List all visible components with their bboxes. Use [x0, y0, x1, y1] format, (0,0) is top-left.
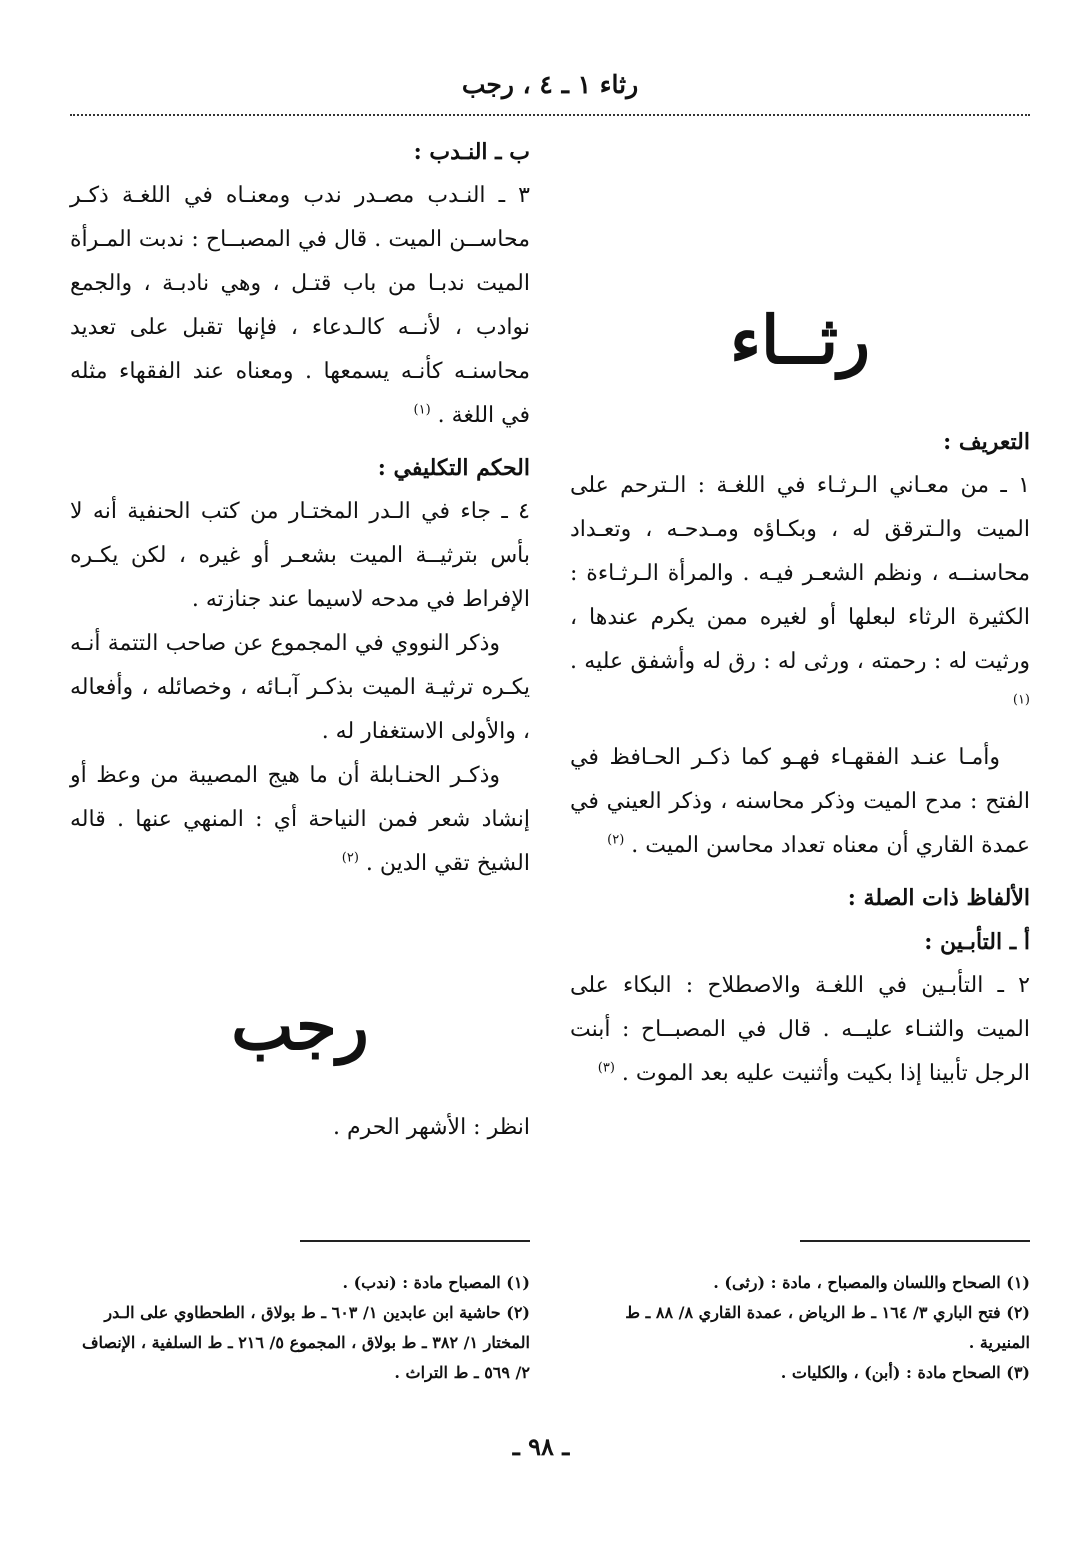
footnote-divider: [800, 1240, 1030, 1242]
footnote-item: (١) المصباح مادة : (ندب) .: [342, 1273, 530, 1292]
footnote-divider: [300, 1240, 530, 1242]
paragraph-3: ٢ ـ التأبـين في اللغـة والاصطلاح : البكاء على الميت والثنـاء عليــه . قال في المصبــاح : أبنت الرجل تأبينا إذا بكيت وأثنيت عليه بعد الموت . $^{(٣)}$: [570, 973, 1030, 1086]
left-column: [70, 130, 530, 1150]
header-divider: [70, 114, 1030, 116]
right-column: [570, 130, 1030, 1096]
footnote-ref: (٢): [341, 850, 359, 866]
footnote-item: (٣) الصحاح مادة : (أبن) ، والكليات .: [780, 1363, 1030, 1382]
paragraph-5: ٤ ـ جاء في الـدر المختـار من كتب الحنفية أنه لا بأس بترثيــة الميت بشعـر أو غيره ، لكن يكـره الإفراط في مدحه لاسيما عند جنازته .: [70, 499, 530, 612]
footnote-item: (٢) فتح الباري ٣/ ١٦٤ ـ ط الرياض ، عمدة القاري ٨/ ٨٨ ـ ط المنيرية .: [625, 1303, 1030, 1352]
definition-heading: التعريف :: [943, 429, 1030, 455]
entry-title-rajab: رجب: [231, 987, 369, 1065]
footnote-ref: (١): [1012, 692, 1030, 708]
footnote-ref: (١): [413, 402, 431, 418]
paragraph-4: ٣ ـ النـدب مصـدر ندب ومعنـاه في اللغـة ذكـر محاســن الميت . قال في المصبــاح : ندبت المـرأة الميت ندبـا من باب قتـل ، وهي نادبـة ، والجمع نوادب ، لأنــه كالـدعاء ، فإنها تقبل على تعديد محاسنـه كأنـه يسمعها . ومعناه عند الفقهاء مثله في اللغة . $^{(١)}$: [70, 183, 530, 428]
paragraph-1: ١ ـ من معـاني الـرثـاء في اللغـة : الـترحم على الميت والـترقق له ، وبكـاؤه ومـدحـه ، وتعـداد محاسنــه ، ونظم الشعـر فيـه . والمرأة الـرثـاءة : الكثيرة الرثاء لبعلها أو لغيره ممن يكرم عندها ، ورثيت له : رحمته ، ورثى له : رق له وأشفق عليه . $^{(١)}$: [570, 473, 1030, 708]
subheading-tabin: أ ـ التأبـين :: [924, 929, 1030, 955]
footnote-ref: (٣): [597, 1060, 615, 1076]
footnote-ref: (٢): [607, 832, 625, 848]
running-header: رثاء ١ ـ ٤ ، رجب: [461, 70, 639, 99]
paragraph-7: وذكـر الحنـابلة أن ما هيج المصيبة من وعظ أو إنشاد شعر فمن النياحة أي : المنهي عنها . قاله الشيخ تقي الدين . $^{(٢)}$: [70, 763, 530, 876]
entry-title-ritha: رثــاء: [729, 301, 871, 379]
subheading-nadb: ب ـ النـدب :: [413, 139, 530, 165]
footnote-item: (٢) حاشية ابن عابدين ١/ ٦٠٣ ـ ط بولاق ، الطحطاوي على الـدر المختار ١/ ٣٨٢ ـ ط بولاق ، المجموع ٥/ ٢١٦ ـ ط السلفية ، الإنصاف ٢/ ٥٦٩ ـ ط التراث .: [81, 1303, 530, 1382]
see-also: انظر : الأشهر الحرم .: [333, 1115, 530, 1140]
footnote-item: (١) الصحاح واللسان والمصباح ، مادة : (رثى) .: [713, 1273, 1030, 1292]
related-terms-heading: الألفاظ ذات الصلة :: [847, 885, 1030, 911]
paragraph-6: وذكر النووي في المجموع عن صاحب التتمة أنـه يكـره ترثيـة الميت بذكـر آبـائه ، وخصائله ، وأفعاله ، والأولى الاستغفار له .: [70, 631, 530, 744]
page-number: ـ ٩٨ ـ: [512, 1432, 570, 1461]
footnotes-left: [70, 1240, 530, 1388]
paragraph-2: وأمـا عنـد الفقهـاء فهـو كما ذكـر الحـافظ في الفتح : مدح الميت وذكر محاسنه ، وذكر العيني في عمدة القاري أن معناه تعداد محاسن الميت . $^{(٢)}$: [570, 745, 1030, 858]
footnotes-right: [570, 1240, 1030, 1388]
ruling-heading: الحكم التكليفي :: [377, 455, 530, 481]
